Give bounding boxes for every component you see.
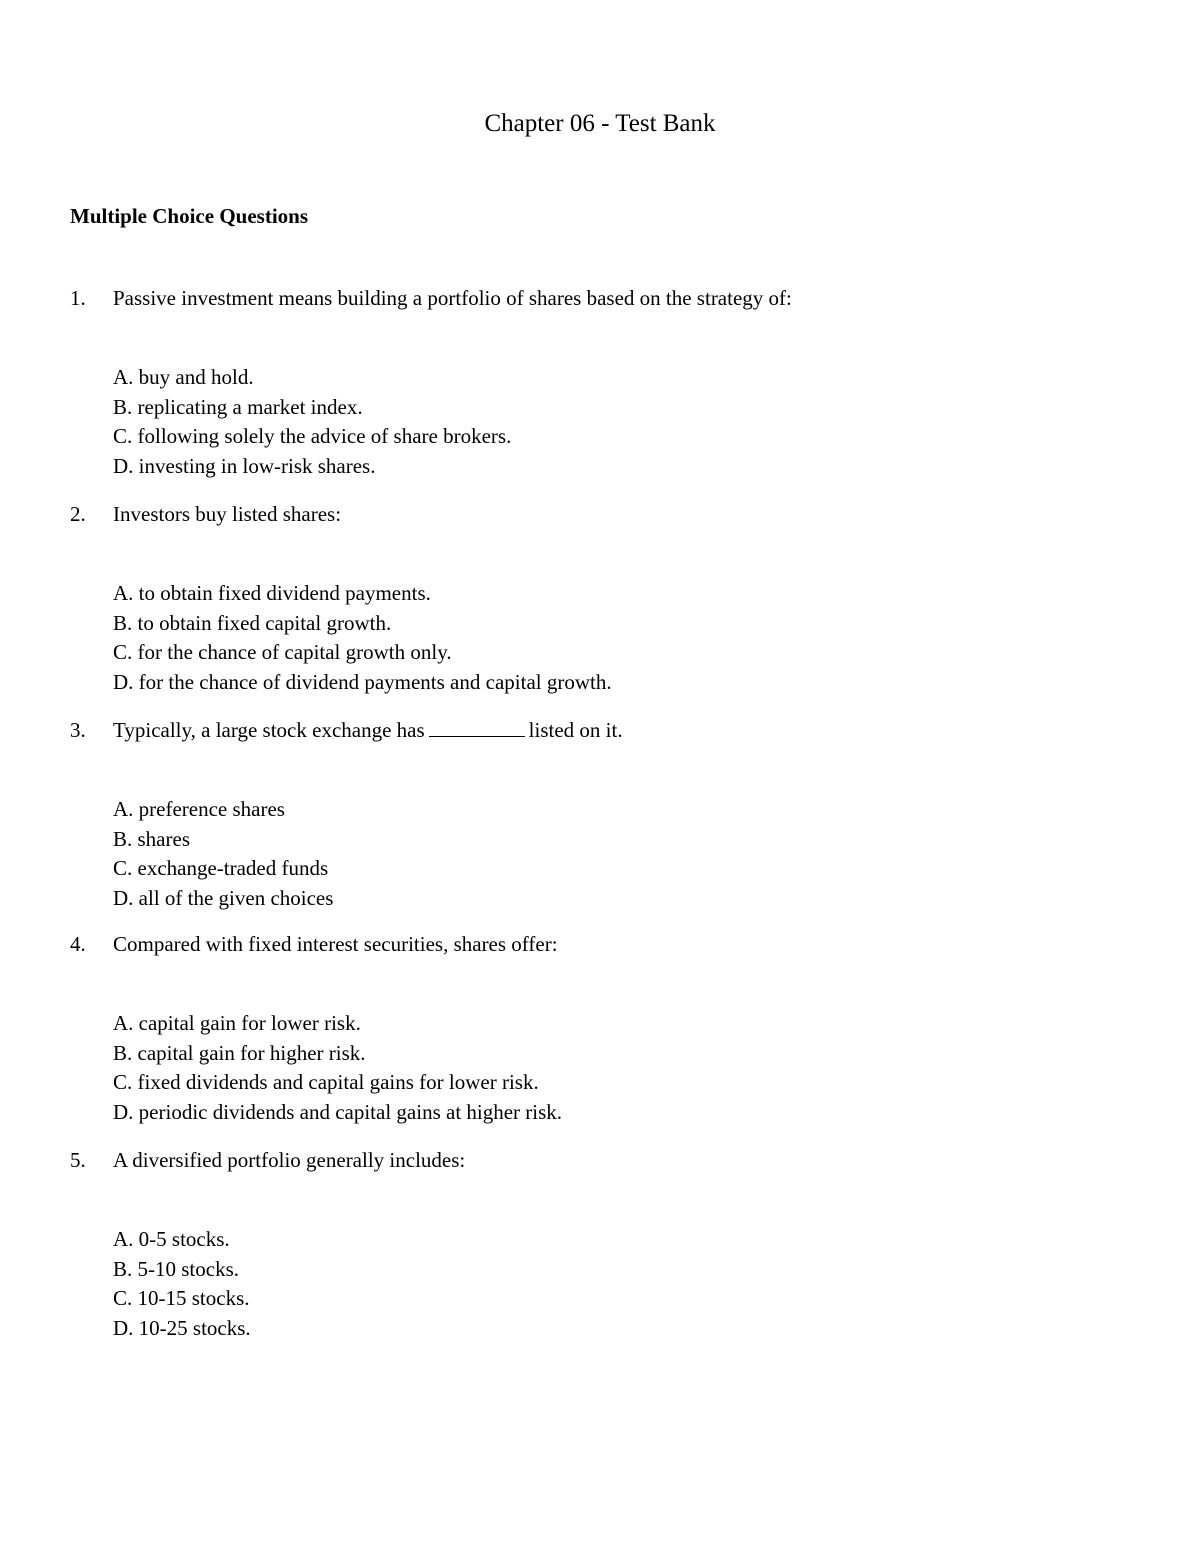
page-title: Chapter 06 - Test Bank: [484, 110, 716, 137]
answer-option-a: A. to obtain fixed dividend payments.: [113, 581, 431, 605]
answer-options: [113, 579, 612, 697]
fill-in-blank: [429, 719, 525, 737]
answer-option-c: C. fixed dividends and capital gains for lower risk.: [113, 1070, 539, 1094]
question-text-before-blank: Typically, a large stock exchange has: [113, 718, 425, 742]
section-heading: Multiple Choice Questions: [70, 204, 309, 228]
answer-option-d: D. 10-25 stocks.: [113, 1315, 251, 1340]
answer-option-d: D. periodic dividends and capital gains at higher risk.: [113, 1099, 563, 1124]
answer-option-b: B. capital gain for higher risk.: [113, 1040, 366, 1065]
question-number: 3.: [70, 718, 86, 742]
answer-option-b: B. shares: [113, 826, 190, 851]
answer-option-d: D. for the chance of dividend payments and capital growth.: [113, 669, 612, 694]
question-number: 2.: [70, 502, 86, 526]
answer-option-c: C. exchange-traded funds: [113, 856, 329, 880]
answer-option-c: C. for the chance of capital growth only.: [113, 640, 452, 664]
answer-option-d: D. investing in low-risk shares.: [113, 453, 376, 478]
answer-option-c: C. following solely the advice of share brokers.: [113, 424, 512, 448]
question-text-after-blank: listed on it.: [528, 718, 623, 742]
answer-option-c: C. 10-15 stocks.: [113, 1286, 250, 1310]
answer-option-a: A. buy and hold.: [113, 365, 254, 389]
answer-options: [113, 1009, 562, 1127]
answer-option-b: B. replicating a market index.: [113, 394, 363, 419]
question-number: 4.: [70, 932, 86, 956]
answer-option-a: A. preference shares: [113, 797, 285, 821]
answer-options: [113, 1225, 251, 1343]
answer-option-a: A. 0-5 stocks.: [113, 1227, 230, 1251]
question-text: A diversified portfolio generally includes:: [113, 1148, 466, 1172]
answer-options: [113, 795, 333, 913]
answer-option-a: A. capital gain for lower risk.: [113, 1011, 361, 1035]
answer-option-d: D. all of the given choices: [113, 885, 334, 910]
question-text: Passive investment means building a portfolio of shares based on the strategy of:: [113, 286, 792, 310]
answer-options: [113, 363, 511, 481]
question-text: [113, 715, 623, 745]
answer-option-b: B. to obtain fixed capital growth.: [113, 610, 392, 635]
question-number: 1.: [70, 286, 86, 310]
answer-option-b: B. 5-10 stocks.: [113, 1256, 239, 1281]
question-text: Investors buy listed shares:: [113, 502, 342, 526]
question-text: Compared with fixed interest securities, shares offer:: [113, 932, 558, 956]
question-number: 5.: [70, 1148, 86, 1172]
